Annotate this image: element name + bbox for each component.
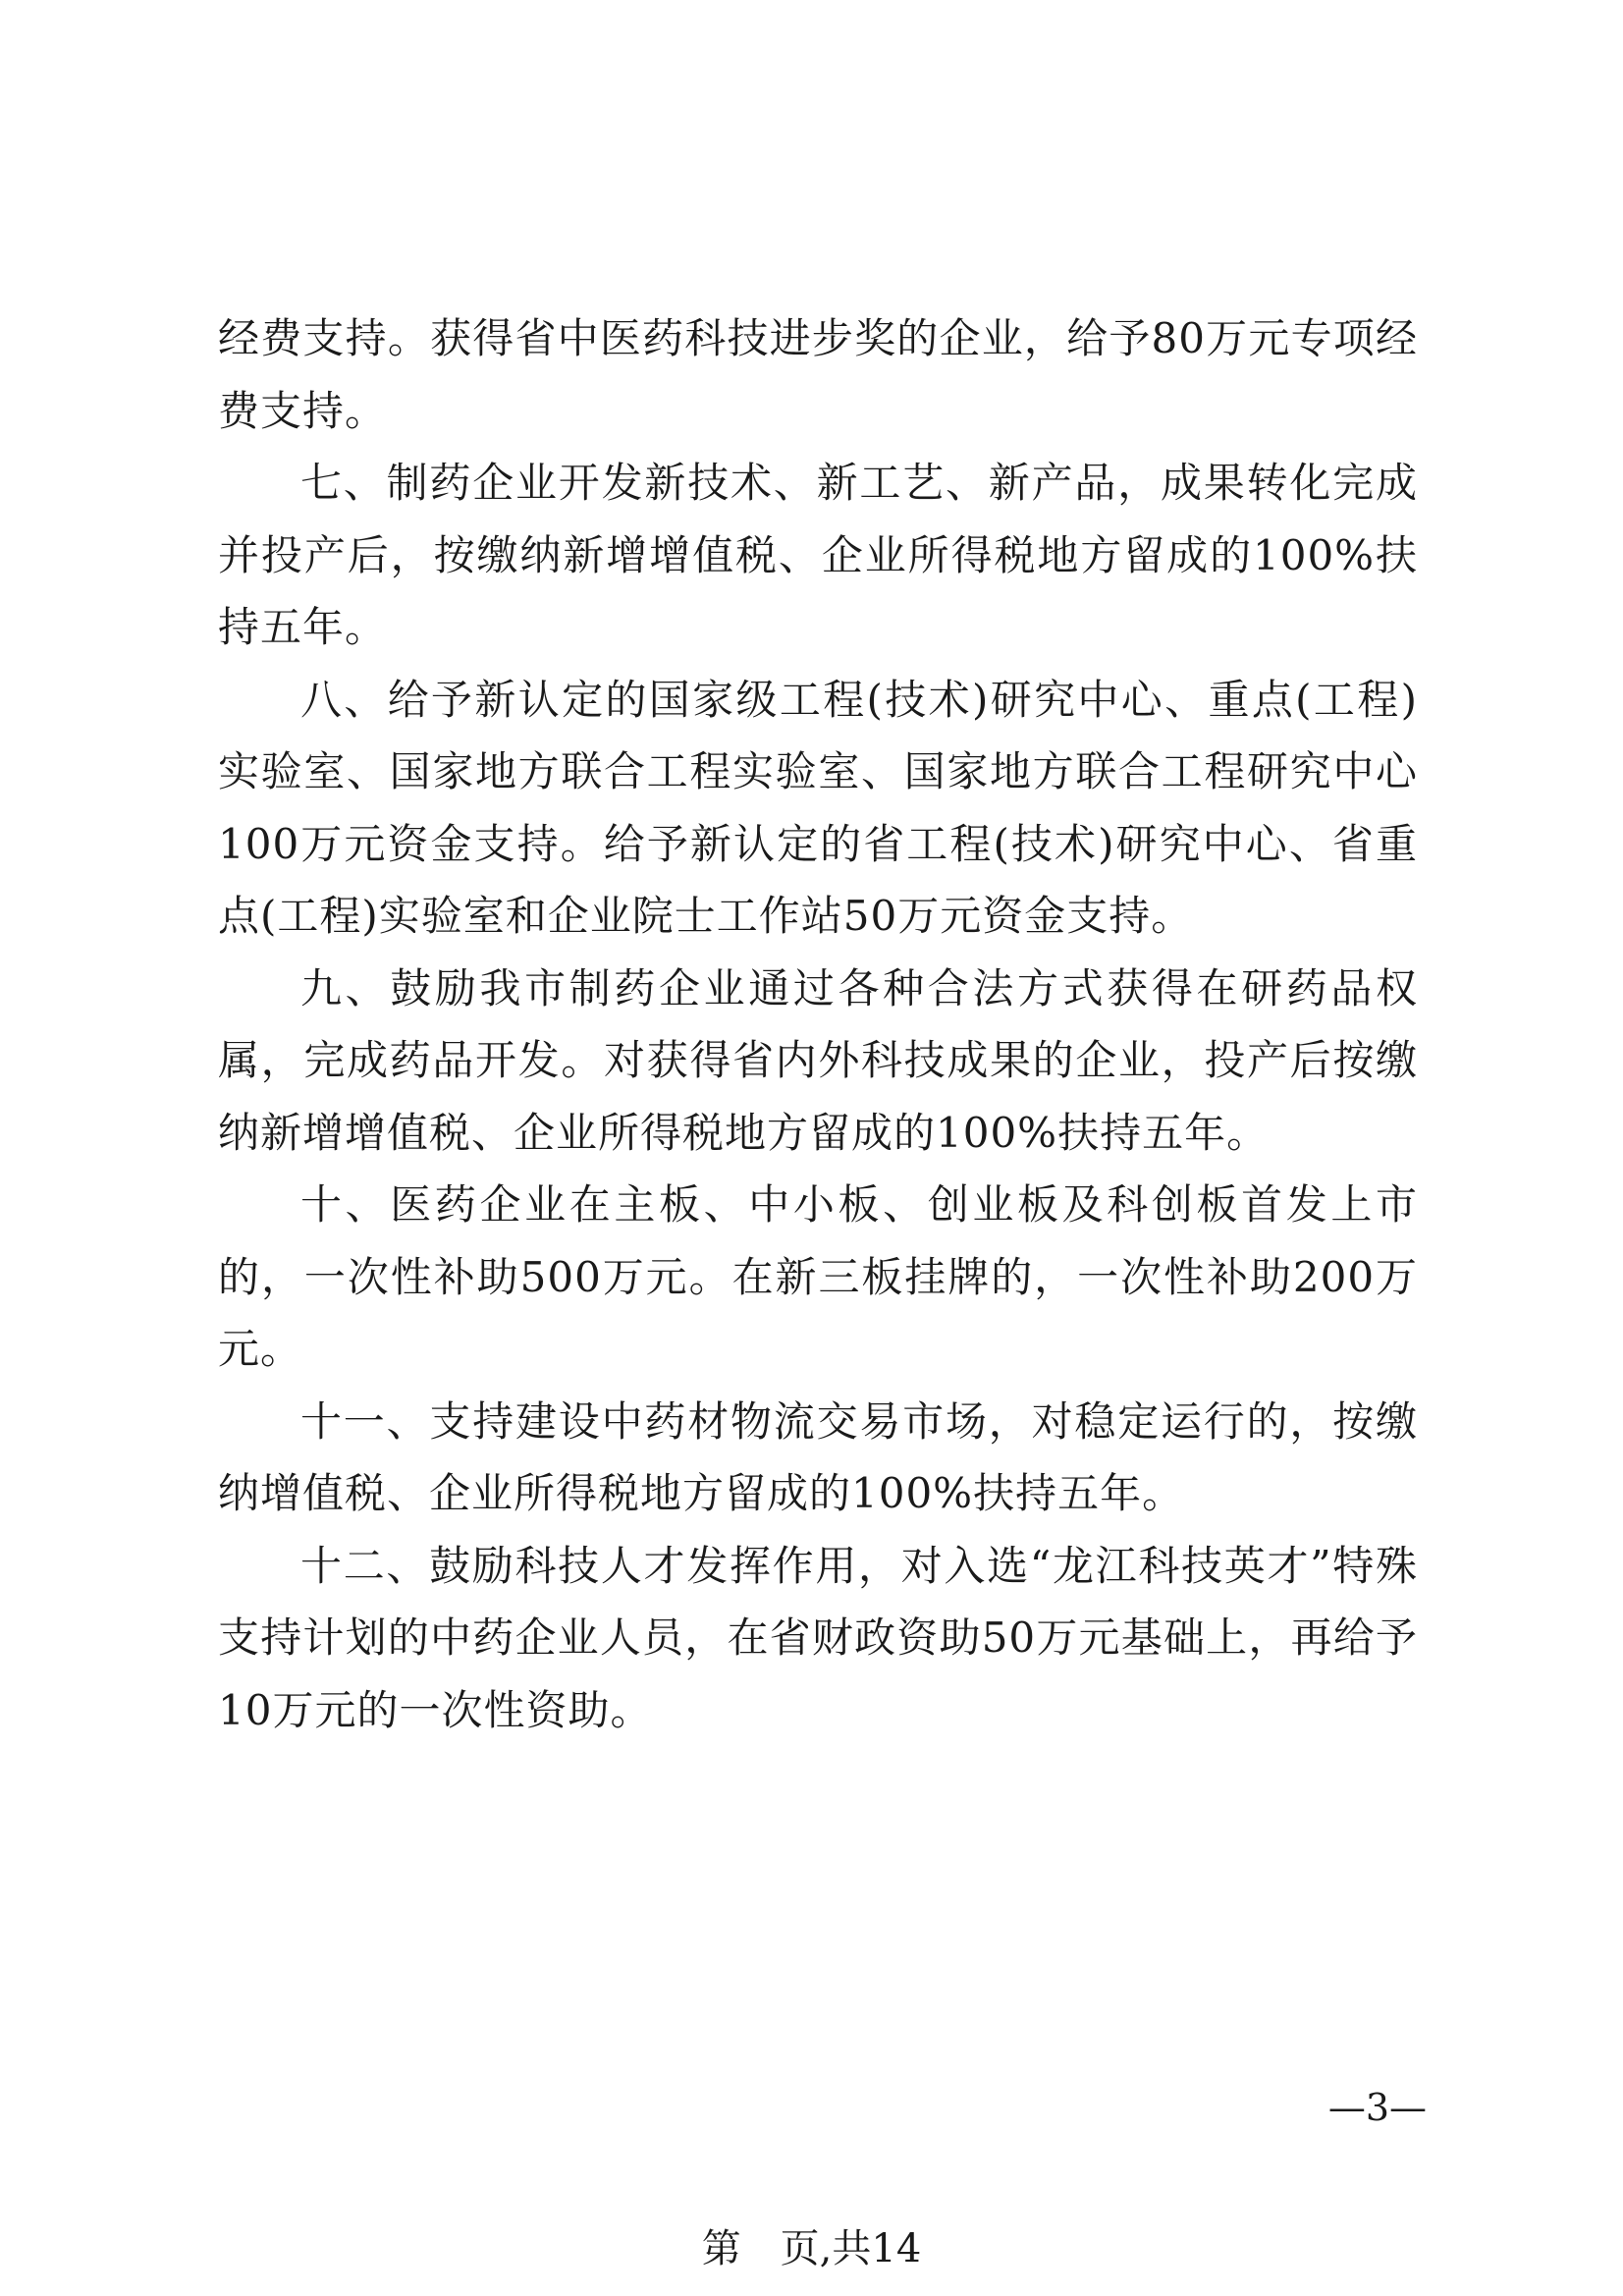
page-number: —3—: [1327, 2086, 1427, 2129]
paragraph-continuation: 经费支持。获得省中医药科技进步奖的企业，给予80万元专项经费支持。: [218, 314, 1418, 435]
paragraph-item-11: 十一、支持建设中药材物流交易市场，对稳定运行的，按缴纳增值税、企业所得税地方留成的100%扶持五年。: [218, 1396, 1418, 1517]
paragraph-item-12: 十二、鼓励科技人才发挥作用，对入选“龙江科技英才”特殊支持计划的中药企业人员，在省财政资助50万元基础上，再给予10万元的一次性资助。: [218, 1541, 1418, 1734]
paragraph-item-8: 八、给予新认定的国家级工程(技术)研究中心、重点(工程)实验室、国家地方联合工程实验室、国家地方联合工程研究中心100万元资金支持。给予新认定的省工程(技术)研究中心、省重点(工程)实验室和企业院士工作站50万元资金支持。: [218, 675, 1418, 940]
paragraph-item-7: 七、制药企业开发新技术、新工艺、新产品，成果转化完成并投产后，按缴纳新增增值税、企业所得税地方留成的100%扶持五年。: [218, 459, 1418, 651]
paragraph-item-10: 十、医药企业在主板、中小板、创业板及科创板首发上市的，一次性补助500万元。在新三板挂牌的，一次性补助200万元。: [218, 1180, 1418, 1373]
paragraph-item-9: 九、鼓励我市制药企业通过各种合法方式获得在研药品权属，完成药品开发。对获得省内外科技成果的企业，投产后按缴纳新增增值税、企业所得税地方留成的100%扶持五年。: [218, 963, 1418, 1157]
body-text: [218, 302, 1418, 1746]
page-footer: 第 页,共14: [701, 2226, 922, 2271]
